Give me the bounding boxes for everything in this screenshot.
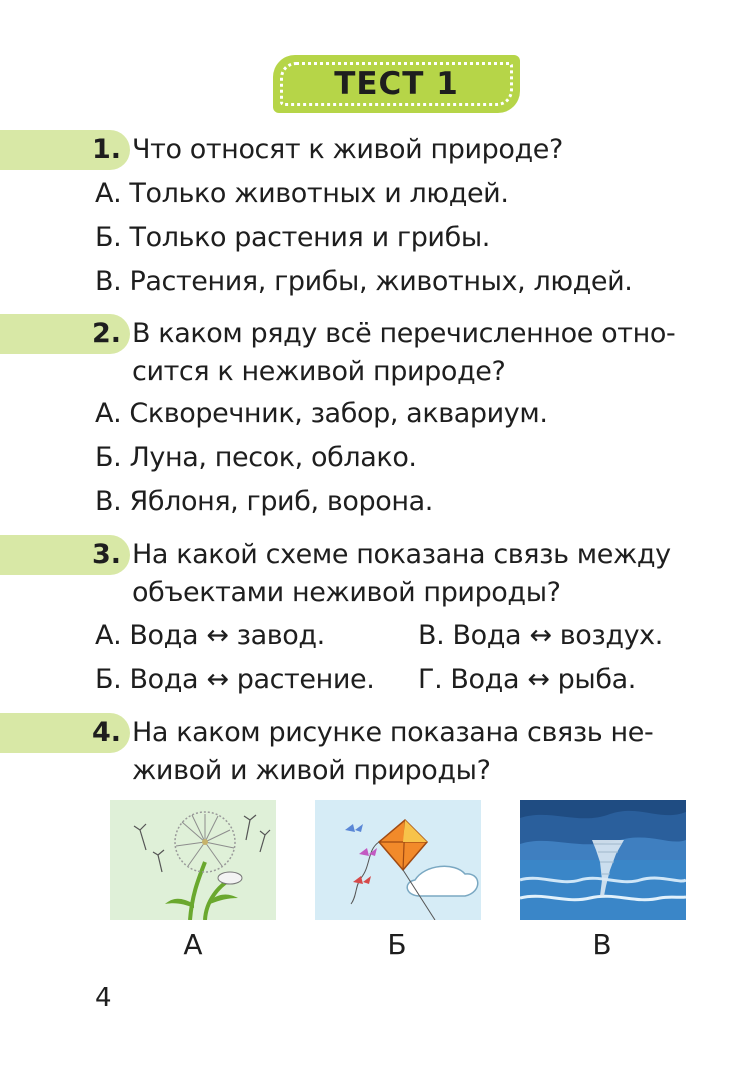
- answer-3a: А. Вода ↔ завод.: [95, 620, 325, 651]
- answer-2c: В. Яблоня, гриб, ворона.: [95, 486, 433, 517]
- question-text-1: Что относят к живой природе?: [132, 134, 563, 165]
- question-number-3: 3.: [92, 539, 122, 570]
- title-badge: [273, 55, 520, 113]
- page-title: ТЕСТ 1: [334, 66, 459, 102]
- picture-label-c: В: [592, 928, 612, 961]
- picture-a: [110, 800, 276, 920]
- question-number-1: 1.: [92, 134, 122, 165]
- question-text-4-line-2: живой и живой природы?: [132, 755, 491, 786]
- picture-label-a: А: [183, 928, 203, 961]
- question-number-4: 4.: [92, 717, 122, 748]
- picture-c: [520, 800, 686, 920]
- question-text-3-line-2: объектами неживой природы?: [132, 577, 561, 608]
- question-text-2-line-1: В каком ряду всё перечисленное отно-: [132, 318, 676, 349]
- answer-3g: Г. Вода ↔ рыба.: [418, 664, 636, 695]
- picture-b: [315, 800, 481, 920]
- question-number-2: 2.: [92, 318, 122, 349]
- answer-1a: А. Только животных и людей.: [95, 178, 509, 209]
- tornado-icon: [520, 800, 686, 920]
- picture-label-b: Б: [387, 928, 407, 961]
- page-number: 4: [95, 983, 112, 1013]
- answer-3v: В. Вода ↔ воздух.: [418, 620, 663, 651]
- answer-2a: А. Скворечник, забор, аквариум.: [95, 398, 548, 429]
- kite-icon: [315, 800, 481, 920]
- question-text-4-line-1: На каком рисунке показана связь не-: [132, 717, 654, 748]
- question-text-3-line-1: На какой схеме показана связь между: [132, 539, 671, 570]
- answer-1c: В. Растения, грибы, животных, людей.: [95, 266, 633, 297]
- answer-3b: Б. Вода ↔ растение.: [95, 664, 375, 695]
- question-text-2-line-2: сится к неживой природе?: [132, 356, 506, 387]
- answer-1b: Б. Только растения и грибы.: [95, 222, 490, 253]
- dandelion-icon: [110, 800, 276, 920]
- answer-2b: Б. Луна, песок, облако.: [95, 442, 417, 473]
